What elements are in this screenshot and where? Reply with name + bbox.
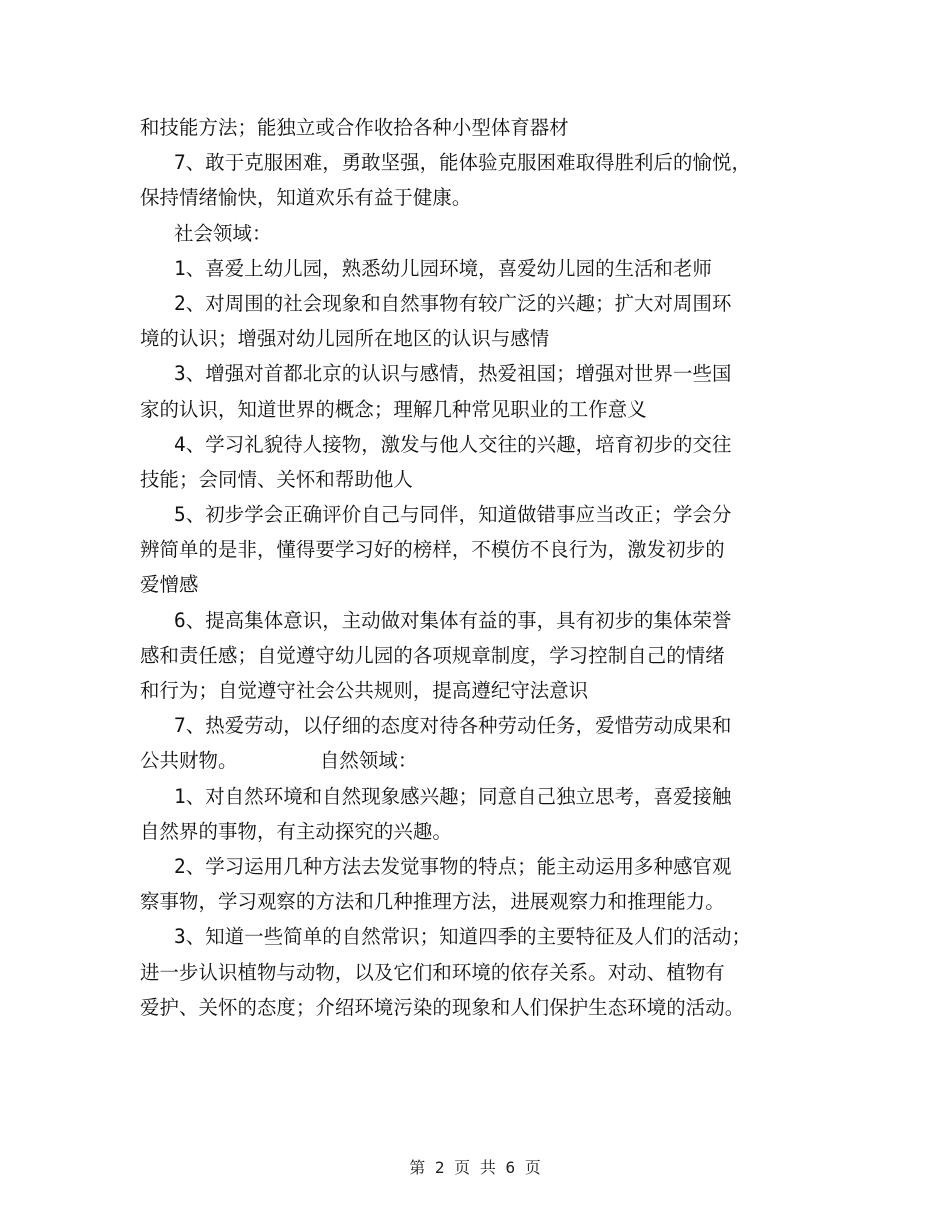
text-line: 3、知道一些简单的自然常识；知道四季的主要特征及人们的活动； (174, 925, 752, 949)
document-body (140, 110, 810, 1025)
text-line: 3、增强对首都北京的认识与感情，热爱祖国；增强对世界一些国 (174, 362, 732, 386)
text-line: 1、喜爱上幼儿园，熟悉幼儿园环境，喜爱幼儿园的生活和老师 (174, 256, 713, 280)
text-line: 察事物，学习观察的方法和几种推理方法，进展观察力和推理能力。 (140, 890, 725, 914)
text-line: 7、敢于克服困难，勇敢坚强，能体验克服困难取得胜利后的愉悦， (174, 151, 752, 175)
text-line: 技能；会同情、关怀和帮助他人 (140, 467, 413, 491)
text-line: 保持情绪愉快，知道欢乐有益于健康。 (140, 186, 472, 210)
text-line: 7、热爱劳动，以仔细的态度对待各种劳动任务，爱惜劳动成果和 (174, 714, 732, 738)
page-number-footer: 第 2 页 共 6 页 (409, 1158, 541, 1177)
text-line: 2、学习运用几种方法去发觉事物的特点；能主动运用多种感官观 (174, 854, 732, 878)
text-line: 6、提高集体意识，主动做对集体有益的事，具有初步的集体荣誉 (174, 608, 732, 632)
text-line: 爱护、关怀的态度；介绍环境污染的现象和人们保护生态环境的活动。 (140, 995, 745, 1019)
text-line: 自然界的事物，有主动探究的兴趣。 (140, 819, 452, 843)
text-line: 感和责任感；自觉遵守幼儿园的各项规章制度，学习控制自己的情绪 (140, 643, 725, 667)
text-line: 境的认识；增强对幼儿园所在地区的认识与感情 (140, 327, 550, 351)
text-line: 辨简单的是非，懂得要学习好的榜样，不模仿不良行为，激发初步的 (140, 538, 725, 562)
text-line: 公共财物。 自然领域： (140, 749, 418, 773)
text-line: 爱憎感 (140, 573, 199, 597)
text-line: 4、学习礼貌待人接物，激发与他人交往的兴趣，培育初步的交往 (174, 432, 732, 456)
text-line: 5、初步学会正确评价自己与同伴，知道做错事应当改正；学会分 (174, 503, 732, 527)
text-line: 和行为；自觉遵守社会公共规则，提高遵纪守法意识 (140, 679, 589, 702)
text-line: 进一步认识植物与动物，以及它们和环境的依存关系。对动、植物有 (140, 960, 725, 984)
text-line: 1、对自然环境和自然现象感兴趣；同意自己独立思考，喜爱接触 (174, 784, 732, 808)
text-line: 2、对周围的社会现象和自然事物有较广泛的兴趣；扩大对周围环 (174, 291, 732, 315)
text-line: 和技能方法；能独立或合作收拾各种小型体育器材 (140, 116, 569, 139)
text-line: 社会领域： (174, 221, 272, 245)
text-line: 家的认识，知道世界的概念；理解几种常见职业的工作意义 (140, 397, 647, 421)
